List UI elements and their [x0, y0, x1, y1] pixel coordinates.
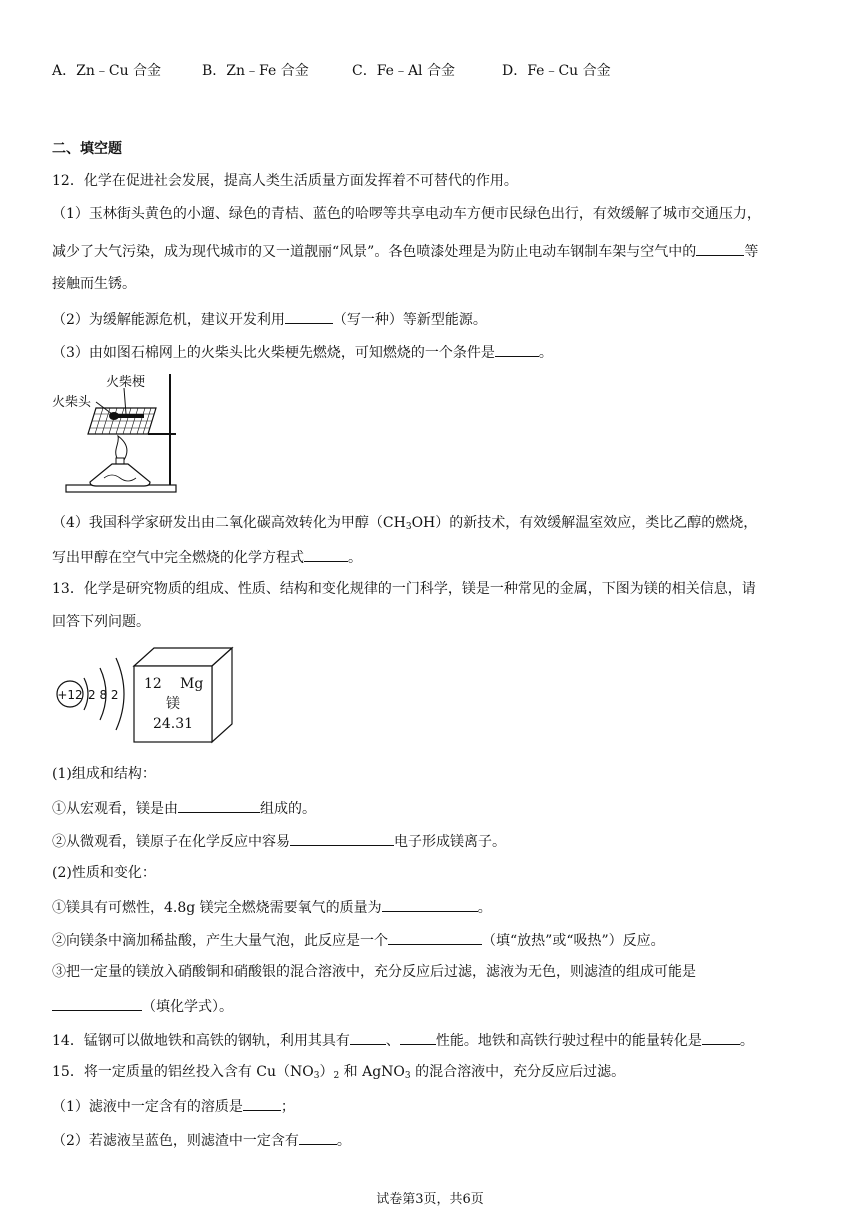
q12-p1-line1: （1）玉林街头黄色的小遛、绿色的青桔、蓝色的哈啰等共享电动车方便市民绿色出行，有效缓解了城市交通压力，	[52, 206, 761, 222]
q15-p1: （1）滤液中一定含有的溶质是 ；	[52, 1096, 295, 1116]
svg-text:24.31: 24.31	[152, 716, 194, 732]
answer-blank[interactable]	[388, 930, 482, 945]
answer-blank[interactable]	[52, 996, 142, 1011]
answer-blank[interactable]	[178, 798, 260, 813]
q12-p3: （3）由如图石棉网上的火柴头比火柴梗先燃烧，可知燃烧的一个条件是 。	[52, 342, 553, 362]
q12-p4-line1: （4）我国科学家研发出由二氧化碳高效转化为甲醇$(CH_3OH)$的新技术，有效缓解温室效应，类比乙醇的燃烧，	[52, 515, 758, 532]
choice-c: C．Fe﹣Al 合金	[352, 63, 455, 79]
answer-blank[interactable]	[495, 342, 539, 357]
answer-blank[interactable]	[696, 241, 744, 256]
answer-blank[interactable]	[702, 1030, 740, 1045]
choice-a: A．Zn﹣Cu 合金	[52, 63, 162, 79]
svg-text:2 8 2: 2 8 2	[88, 688, 119, 702]
periodic-table-cell	[134, 648, 232, 742]
q15-p2: （2）若滤液呈蓝色，则滤渣中一定含有 。	[52, 1130, 351, 1150]
q12-p1-line3: 接触而生锈。	[52, 276, 136, 292]
atom-structure-diagram	[57, 658, 124, 730]
alcohol-lamp	[90, 458, 150, 486]
answer-blank[interactable]	[382, 897, 478, 912]
answer-blank[interactable]	[290, 831, 394, 846]
svg-text:Mg: Mg	[180, 676, 204, 692]
section-heading: 二、填空题	[52, 141, 122, 157]
q13-s2: (2)性质和变化：	[52, 865, 156, 881]
label-match-head: 火柴头	[52, 395, 92, 410]
answer-blank[interactable]	[285, 309, 333, 324]
svg-text:+12: +12	[57, 688, 83, 702]
answer-blank[interactable]	[304, 547, 348, 562]
answer-blank[interactable]	[350, 1030, 386, 1045]
q13-stem-line2: 回答下列问题。	[52, 614, 150, 630]
q13-s1: (1)组成和结构：	[52, 766, 156, 782]
q13-s2-q3-line1: ③把一定量的镁放入硝酸铜和硝酸银的混合溶液中，充分反应后过滤，滤液为无色，则滤渣的组成可能是	[52, 964, 696, 980]
choice-d: D．Fe﹣Cu 合金	[502, 63, 611, 79]
wire-gauze	[88, 408, 156, 434]
label-match-stick: 火柴梗	[106, 375, 146, 390]
q13-s1-q2: ②从微观看，镁原子在化学反应中容易 电子形成镁离子。	[52, 831, 506, 851]
q13-s2-q3-line2: （填化学式）。	[52, 996, 233, 1016]
magnesium-info-figure	[52, 644, 242, 744]
q13-s1-q1: ①从宏观看，镁是由 组成的。	[52, 798, 316, 818]
answer-blank[interactable]	[299, 1130, 337, 1145]
choice-b: B．Zn﹣Fe 合金	[202, 63, 309, 79]
q12-stem: 12．化学在促进社会发展，提高人类生活质量方面发挥着不可替代的作用。	[52, 173, 518, 189]
svg-text:镁: 镁	[166, 696, 180, 712]
q12-p1-line2: 减少了大气污染，成为现代城市的又一道靓丽“风景”。各色喷漆处理是为防止电动车钢制车架与空气中的 等	[52, 241, 758, 261]
svg-text:12: 12	[144, 676, 162, 692]
page-footer: 试卷第3页，共6页	[376, 1192, 484, 1207]
match-burning-figure	[52, 370, 182, 496]
flame	[116, 436, 127, 460]
q15-stem: 15．将一定质量的铝丝投入含有 $Cu(NO_3)_2$ 和 AgNO$_3$ 的混合溶液中，充分反应后过滤。	[52, 1064, 626, 1081]
q12-p4-line2: 写出甲醇在空气中完全燃烧的化学方程式 。	[52, 547, 362, 567]
answer-blank[interactable]	[243, 1096, 281, 1111]
q14: 14．锰钢可以做地铁和高铁的钢轨，利用其具有 、 性能。地铁和高铁行驶过程中的能量转化是 。	[52, 1030, 754, 1050]
q13-s2-q2: ②向镁条中滴加稀盐酸，产生大量气泡，此反应是一个 （填“放热”或“吸热”）反应。	[52, 930, 665, 950]
answer-blank[interactable]	[400, 1030, 436, 1045]
q12-p2: （2）为缓解能源危机，建议开发利用 （写一种）等新型能源。	[52, 309, 487, 329]
q13-stem-line1: 13．化学是研究物质的组成、性质、结构和变化规律的一门科学，镁是一种常见的金属，下图为镁的相关信息，请	[52, 581, 756, 597]
q13-s2-q1: ①镁具有可燃性，4.8g 镁完全燃烧需要氧气的质量为 。	[52, 897, 492, 917]
